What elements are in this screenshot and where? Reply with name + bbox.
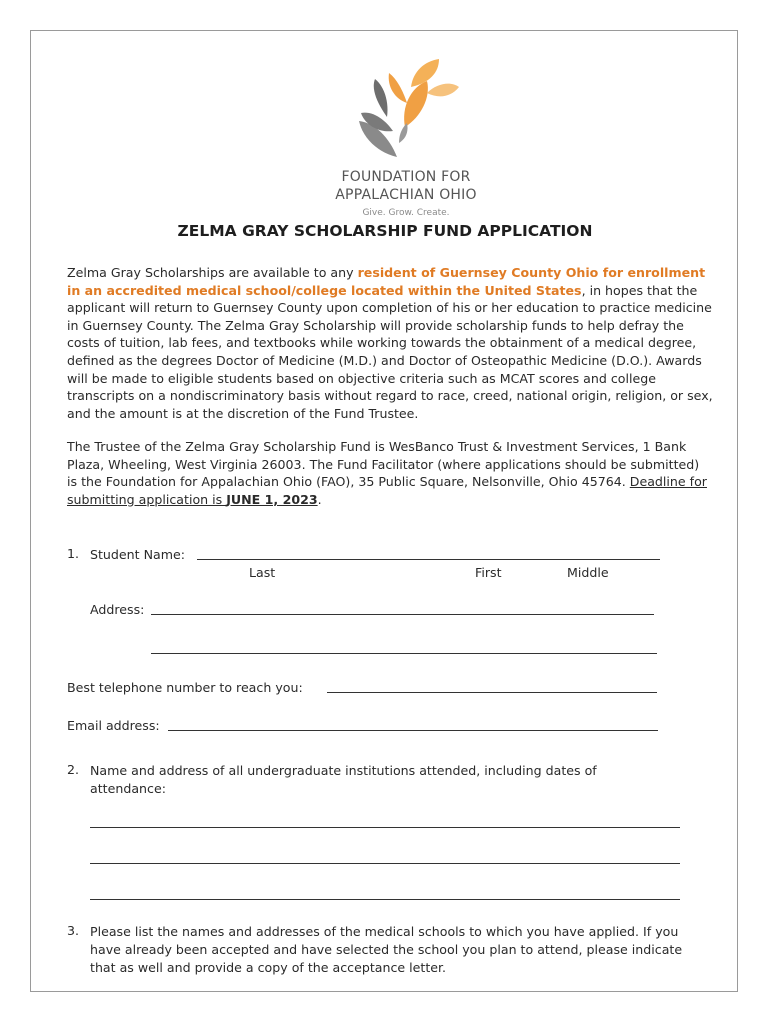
address-input-line1[interactable] [151, 614, 654, 615]
question-2-text: Name and address of all undergraduate institutions attended, including dates of attendance: [90, 763, 597, 796]
address-input-line2[interactable] [151, 653, 657, 654]
question-3-number: 3. [67, 923, 80, 938]
phone-input[interactable] [327, 692, 657, 693]
eligibility-highlight: resident of Guernsey County Ohio for enrollment in an accredited medical school/college located within the United States [67, 265, 706, 298]
document-page [30, 30, 738, 992]
trustee-paragraph: The Trustee of the Zelma Gray Scholarship Fund is WesBanco Trust & Investment Services, 1 Bank Plaza, Wheeling, West Virginia 26003. The Fund Facilitator (where applications should be submitted) is the Foundation for Appalachian Ohio (FAO), 35 Public Square, Nelsonville, Ohio 45764. Deadline for submitting application is JUNE 1, 2023. [67, 439, 707, 507]
document-title: ZELMA GRAY SCHOLARSHIP FUND APPLICATION [177, 222, 593, 240]
deadline-date: JUNE 1, 2023 [226, 491, 318, 507]
logo-tagline: Give. Grow. Create. [362, 208, 450, 218]
logo-text-line2: APPALACHIAN OHIO [335, 187, 477, 203]
undergrad-input-line3[interactable] [90, 899, 680, 900]
intro-text-rest: , in hopes that the applicant will return to Guernsey County upon completion of his or her education to practice medicine in Guernsey County. The Zelma Gray Scholarship will provide scholarship funds to help defray the costs of tuition, lab fees, and textbooks while working towards the obtainment of a medical degree, defined as the degrees Doctor of Medicine (M.D.) and Doctor of Osteopathic Medicine (D.O.). Awards will be made to eligible students based on objective criteria such as MCAT scores and college transcripts on a nondiscriminatory basis without regard to race, creed, national origin, religion, or sex, and the amount is at the discretion of the Fund Trustee. [67, 282, 713, 421]
intro-paragraph [67, 264, 713, 422]
deadline-text: Deadline for submitting application is JUNE 1, 2023 [67, 474, 707, 507]
name-first-caption: First [475, 565, 502, 580]
student-name-label: Student Name: [90, 547, 185, 562]
phone-label: Best telephone number to reach you: [67, 680, 303, 695]
email-input[interactable] [168, 730, 658, 731]
undergrad-input-line2[interactable] [90, 863, 680, 864]
question-1-number: 1. [67, 546, 80, 561]
question-2-number: 2. [67, 762, 80, 777]
intro-text-start: Zelma Gray Scholarships are available to any [67, 265, 358, 280]
name-last-caption: Last [249, 565, 276, 580]
email-label: Email address: [67, 718, 160, 733]
student-name-input[interactable] [197, 559, 660, 560]
trustee-text: The Trustee of the Zelma Gray Scholarship Fund is WesBanco Trust & Investment Services, 1 Bank Plaza, Wheeling, West Virginia 26003. The Fund Facilitator (where applications should be submitted) is the Foundation for Appalachian Ohio (FAO), 35 Public Square, Nelsonville, Ohio 45764. [67, 439, 700, 490]
logo-text-line1: FOUNDATION FOR [341, 169, 471, 185]
address-label: Address: [90, 602, 145, 617]
undergrad-input-line1[interactable] [90, 827, 680, 828]
foundation-logo-mark-icon [341, 57, 461, 167]
foundation-logo [311, 57, 491, 222]
name-middle-caption: Middle [567, 565, 609, 580]
question-3-text: Please list the names and addresses of the medical schools to which you have applied. If you have already been accepted and have selected the school you plan to attend, please indicate that as well and provide a copy of the acceptance letter. [90, 924, 683, 975]
